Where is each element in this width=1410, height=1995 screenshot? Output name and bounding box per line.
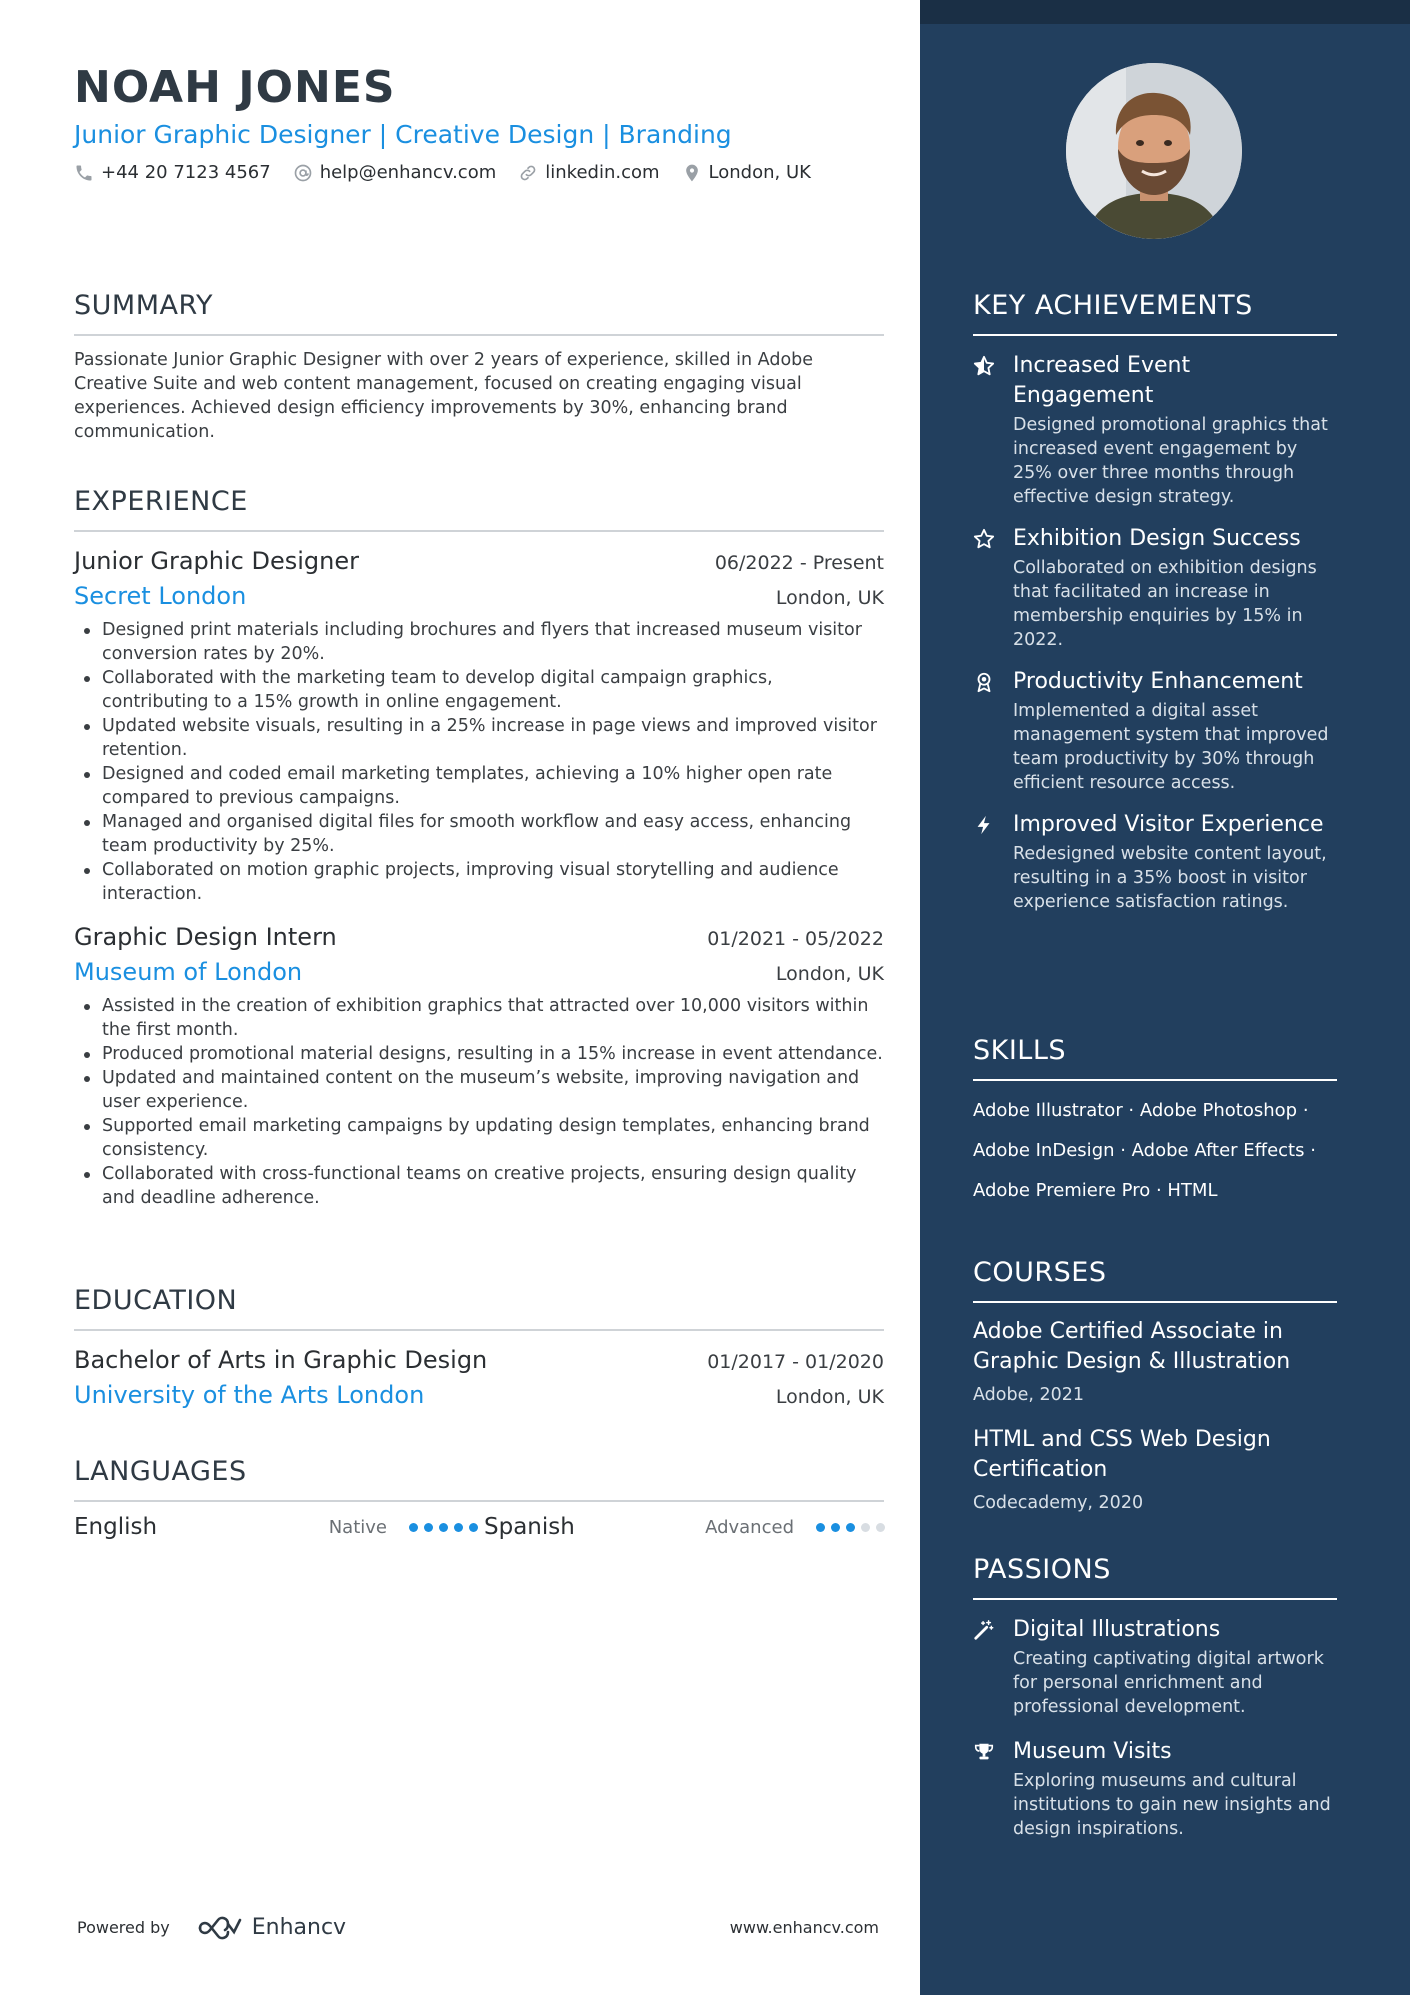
job-dates: 01/2021 - 05/2022 [707, 928, 884, 950]
contact-email[interactable] [293, 162, 497, 183]
bullet-item: Collaborated on motion graphic projects, improving visual storytelling and audience interaction. [74, 858, 884, 906]
profile-photo [1066, 63, 1242, 239]
footer [77, 1915, 879, 1940]
job-bullets [74, 994, 884, 1210]
achievement-desc: Collaborated on exhibition designs that facilitated an increase in membership enquiries by 15% in 2022. [1013, 558, 1317, 650]
achievement-desc: Implemented a digital asset management system that improved team productivity by 30% through efficient resource access. [1013, 701, 1329, 793]
rating-dot [816, 1523, 825, 1532]
education-location: London, UK [775, 1386, 884, 1408]
language-name: Spanish [484, 1514, 575, 1540]
summary-section [74, 288, 884, 444]
location-text: London, UK [708, 162, 811, 183]
passions-section [973, 1552, 1337, 1841]
job-role: Graphic Design Intern [74, 923, 337, 951]
bullet-item: Assisted in the creation of exhibition graphics that attracted over 10,000 visitors within the first month. [74, 994, 884, 1042]
course-title: HTML and CSS Web Design Certification [973, 1427, 1271, 1482]
job-entry [74, 920, 884, 1210]
job-location: London, UK [775, 587, 884, 609]
star-icon [973, 528, 995, 550]
passion-desc: Creating captivating digital artwork for personal enrichment and professional development. [1013, 1649, 1324, 1717]
achievement-title: Exhibition Design Success [1013, 526, 1301, 551]
experience-section [74, 484, 884, 1210]
course-title: Adobe Certified Associate in Graphic Design & Illustration [973, 1319, 1291, 1374]
bullet-item: Designed print materials including brochures and flyers that increased museum visitor conversion rates by 20%. [74, 618, 884, 666]
headline: Junior Graphic Designer | Creative Design | Branding [74, 120, 732, 149]
linkedin-text: linkedin.com [545, 162, 660, 183]
job-bullets [74, 618, 884, 906]
degree: Bachelor of Arts in Graphic Design [74, 1346, 488, 1374]
language-level: Native [328, 1516, 387, 1538]
experience-title: EXPERIENCE [74, 484, 884, 532]
achievement-item [973, 810, 1337, 914]
brand-name: Enhancv [251, 1915, 347, 1940]
achievement-title: Productivity Enhancement [1013, 669, 1303, 694]
rating-dot [454, 1523, 463, 1532]
bullet-item: Collaborated with cross-functional teams on creative projects, ensuring design quality and deadline adherence. [74, 1162, 884, 1210]
brand-logo[interactable] [196, 1915, 346, 1940]
languages-list [74, 1514, 884, 1540]
sidebar-top-band [920, 0, 1410, 24]
achievement-item [973, 524, 1337, 652]
award-icon [973, 671, 995, 693]
languages-title: LANGUAGES [74, 1454, 884, 1502]
education-title: EDUCATION [74, 1283, 884, 1331]
achievement-desc: Redesigned website content layout, resulting in a 35% boost in visitor experience satisfaction ratings. [1013, 844, 1327, 912]
contact-phone[interactable] [74, 162, 271, 183]
skills-line: Adobe InDesign · Adobe After Effects · [973, 1140, 1316, 1161]
contact-linkedin[interactable] [518, 162, 659, 183]
passion-item [973, 1615, 1337, 1719]
language-rating [816, 1523, 891, 1532]
skills-title: SKILLS [973, 1033, 1337, 1081]
contact-location [682, 162, 811, 183]
header [74, 60, 884, 183]
enhancv-logo-icon [196, 1916, 242, 1940]
passion-title: Museum Visits [1013, 1739, 1172, 1764]
skills-line: Adobe Illustrator · Adobe Photoshop · [973, 1100, 1309, 1121]
achievement-item [973, 667, 1337, 795]
link-icon [518, 163, 538, 183]
summary-text: Passionate Junior Graphic Designer with over 2 years of experience, skilled in Adobe Creative Suite and web content management, focused on creating engaging visual experiences. Achieved design efficiency improvements by 30%, enhancing brand communication. [74, 350, 814, 442]
achievements-title: KEY ACHIEVEMENTS [973, 288, 1337, 336]
achievement-title: Increased Event Engagement [1013, 353, 1191, 408]
education-section [74, 1283, 884, 1413]
passion-desc: Exploring museums and cultural institutions to gain new insights and design inspirations. [1013, 1771, 1331, 1839]
language-item [484, 1514, 891, 1540]
language-name: English [74, 1514, 158, 1540]
summary-title: SUMMARY [74, 288, 884, 336]
achievement-title: Improved Visitor Experience [1013, 812, 1324, 837]
school[interactable]: University of the Arts London [74, 1381, 425, 1409]
language-level: Advanced [705, 1516, 794, 1538]
language-rating [409, 1523, 484, 1532]
bullet-item: Produced promotional material designs, resulting in a 15% increase in event attendance. [74, 1042, 884, 1066]
powered-by-label: Powered by [77, 1918, 170, 1937]
languages-section [74, 1454, 884, 1540]
candidate-name: NOAH JONES [74, 62, 396, 113]
job-role: Junior Graphic Designer [74, 547, 359, 575]
bullet-item: Managed and organised digital files for smooth workflow and easy access, enhancing team productivity by 25%. [74, 810, 884, 858]
job-location: London, UK [775, 963, 884, 985]
skills-section [973, 1033, 1337, 1211]
at-icon [293, 163, 313, 183]
bullet-item: Updated website visuals, resulting in a 25% increase in page views and improved visitor retention. [74, 714, 884, 762]
courses-title: COURSES [973, 1255, 1337, 1303]
job-company[interactable]: Secret London [74, 582, 247, 610]
course-item [973, 1425, 1337, 1513]
email-text: help@enhancv.com [319, 162, 497, 183]
rating-dot [831, 1523, 840, 1532]
bullet-item: Updated and maintained content on the museum’s website, improving navigation and user experience. [74, 1066, 884, 1114]
course-item [973, 1317, 1337, 1405]
powered-by [77, 1915, 346, 1940]
skills-list [973, 1091, 1337, 1211]
rating-dot [424, 1523, 433, 1532]
achievements-section [973, 288, 1337, 914]
rating-dot [846, 1523, 855, 1532]
sidebar [920, 0, 1410, 1995]
trophy-icon [973, 1741, 995, 1763]
passion-title: Digital Illustrations [1013, 1617, 1221, 1642]
bullet-item: Supported email marketing campaigns by updating design templates, enhancing brand consistency. [74, 1114, 884, 1162]
course-provider: Codecademy, 2020 [973, 1493, 1144, 1513]
bolt-icon [973, 814, 995, 836]
rating-dot [876, 1523, 885, 1532]
job-entry [74, 544, 884, 906]
phone-icon [74, 163, 94, 183]
skills-line: Adobe Premiere Pro · HTML [973, 1180, 1218, 1201]
course-provider: Adobe, 2021 [973, 1385, 1085, 1405]
rating-dot [861, 1523, 870, 1532]
contact-bar [74, 162, 884, 183]
avatar-portrait-icon [1066, 63, 1242, 239]
phone-text: +44 20 7123 4567 [101, 162, 271, 183]
rating-dot [469, 1523, 478, 1532]
passions-title: PASSIONS [973, 1552, 1337, 1600]
achievement-item [973, 351, 1337, 509]
bullet-item: Designed and coded email marketing templates, achieving a 10% higher open rate compared to previous campaigns. [74, 762, 884, 810]
courses-section [973, 1255, 1337, 1513]
bullet-item: Collaborated with the marketing team to develop digital campaign graphics, contributing to a 15% growth in online engagement. [74, 666, 884, 714]
star-half-icon [973, 355, 995, 377]
education-dates: 01/2017 - 01/2020 [707, 1351, 884, 1373]
achievement-desc: Designed promotional graphics that increased event engagement by 25% over three months through effective design strategy. [1013, 415, 1328, 507]
location-pin-icon [682, 163, 702, 183]
job-dates: 06/2022 - Present [714, 552, 884, 574]
language-item [74, 1514, 484, 1540]
rating-dot [409, 1523, 418, 1532]
rating-dot [439, 1523, 448, 1532]
magic-wand-icon [973, 1619, 995, 1641]
education-entry [74, 1343, 884, 1413]
job-company[interactable]: Museum of London [74, 958, 303, 986]
website-link[interactable]: www.enhancv.com [729, 1918, 879, 1937]
passion-item [973, 1737, 1337, 1841]
